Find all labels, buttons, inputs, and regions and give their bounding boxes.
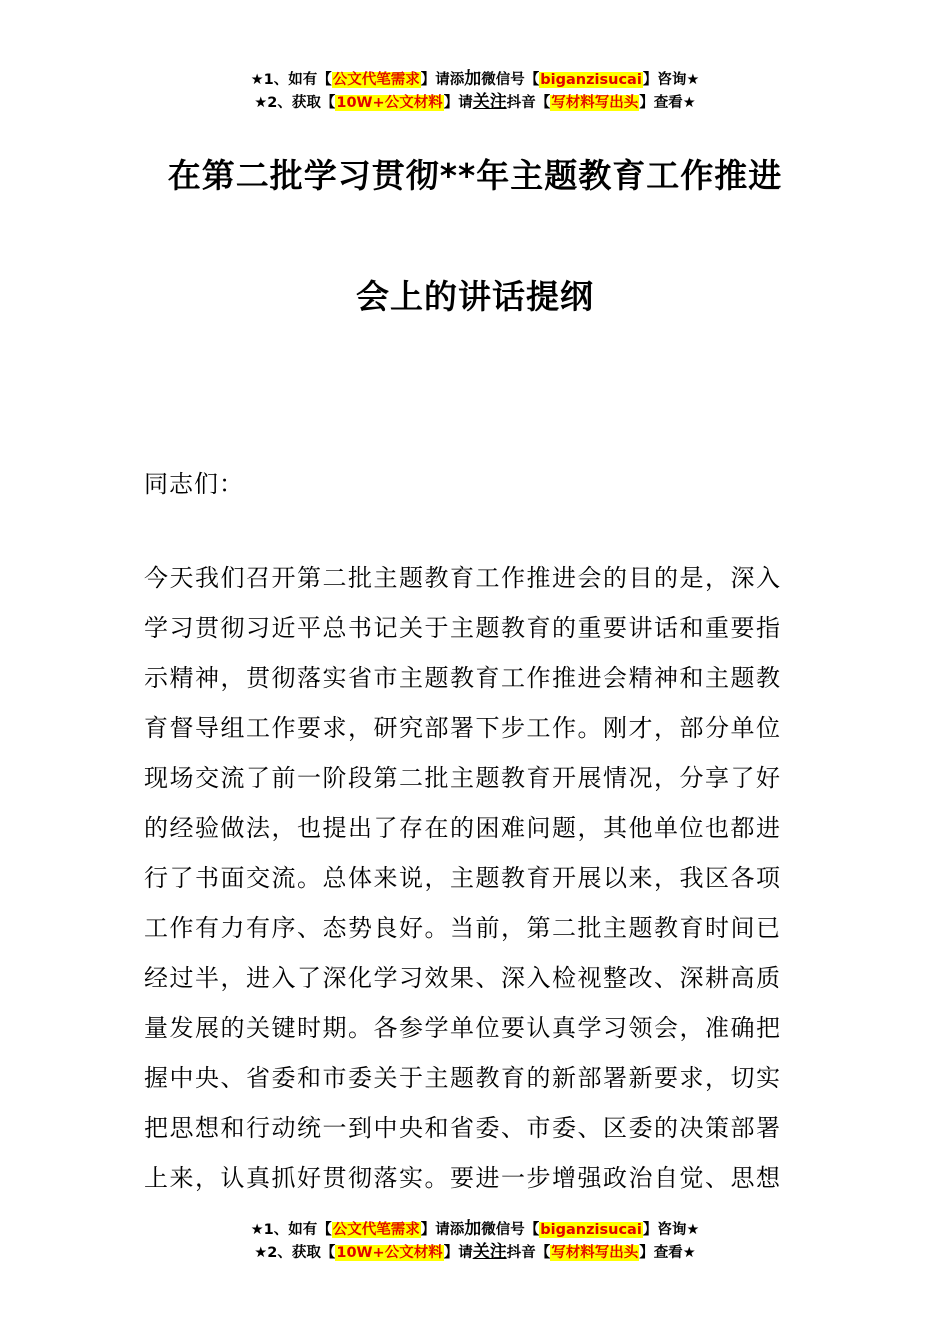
document-title-line-1: 在第二批学习贯彻**年主题教育工作推进 — [167, 156, 783, 195]
highlight-wechat-id: biganzisucai — [540, 1222, 642, 1238]
body-line: 把思想和行动统一到中央和省委、市委、区委的决策部署 — [144, 1114, 782, 1142]
banner-line-1 — [0, 68, 950, 91]
body-line: 育督导组工作要求，研究部署下步工作。刚才，部分单位 — [144, 714, 782, 742]
highlight-douyin-account: 写材料写出头 — [551, 95, 639, 111]
banner-text: 】咨询★ — [642, 72, 700, 88]
banner-text: 】请添 — [420, 72, 465, 88]
highlight-service: 公文代笔需求 — [332, 72, 420, 88]
body-line: 学习贯彻习近平总书记关于主题教育的重要讲话和重要指 — [144, 614, 782, 642]
banner-line-1 — [0, 1218, 950, 1241]
banner-text: 抖音【 — [506, 1245, 551, 1261]
banner-text: 】请 — [443, 1245, 473, 1261]
body-line: 上来，认真抓好贯彻落实。要进一步增强政治自觉、思想 — [144, 1164, 782, 1192]
banner-text: ★2、获取【 — [254, 1245, 336, 1261]
body-line: 行了书面交流。总体来说，主题教育开展以来，我区各项 — [144, 864, 782, 892]
banner-line-2 — [0, 91, 950, 114]
banner-text: 关注 — [472, 92, 507, 112]
header-banner — [0, 68, 950, 114]
salutation: 同志们： — [144, 470, 244, 498]
body-paragraph — [144, 560, 810, 1210]
body-line: 量发展的关键时期。各参学单位要认真学习领会，准确把 — [144, 1014, 782, 1042]
banner-text: 加 — [464, 69, 482, 89]
banner-text: 加 — [464, 1219, 482, 1239]
banner-text: 】查看★ — [639, 95, 696, 111]
body-line: 经过半，进入了深化学习效果、深入检视整改、深耕高质 — [144, 964, 782, 992]
highlight-wechat-id: biganzisucai — [540, 72, 642, 88]
body-line: 的经验做法，也提出了存在的困难问题，其他单位也都进 — [144, 814, 782, 842]
banner-text: 抖音【 — [506, 95, 551, 111]
banner-text: 】请 — [443, 95, 473, 111]
highlight-service: 公文代笔需求 — [332, 1222, 420, 1238]
highlight-materials: 10W+公文材料 — [336, 95, 443, 111]
body-line: 工作有力有序、态势良好。当前，第二批主题教育时间已 — [144, 914, 782, 942]
document-title-line-2: 会上的讲话提纲 — [356, 277, 594, 316]
body-line: 握中央、省委和市委关于主题教育的新部署新要求，切实 — [144, 1064, 782, 1092]
banner-text: 】查看★ — [639, 1245, 696, 1261]
banner-text: ★2、获取【 — [254, 95, 336, 111]
banner-text: 】请添 — [420, 1222, 465, 1238]
banner-text: 微信号【 — [481, 1222, 540, 1238]
banner-text: 微信号【 — [481, 72, 540, 88]
highlight-douyin-account: 写材料写出头 — [551, 1245, 639, 1261]
banner-text: 】咨询★ — [642, 1222, 700, 1238]
body-line: 现场交流了前一阶段第二批主题教育开展情况，分享了好 — [144, 764, 782, 792]
body-line: 示精神，贯彻落实省市主题教育工作推进会精神和主题教 — [144, 664, 782, 692]
highlight-materials: 10W+公文材料 — [336, 1245, 443, 1261]
banner-text: ★1、如有【 — [250, 1222, 332, 1238]
banner-text: 关注 — [472, 1242, 507, 1262]
footer-banner — [0, 1218, 950, 1264]
body-line: 今天我们召开第二批主题教育工作推进会的目的是，深入 — [144, 564, 782, 592]
banner-line-2 — [0, 1241, 950, 1264]
banner-text: ★1、如有【 — [250, 72, 332, 88]
